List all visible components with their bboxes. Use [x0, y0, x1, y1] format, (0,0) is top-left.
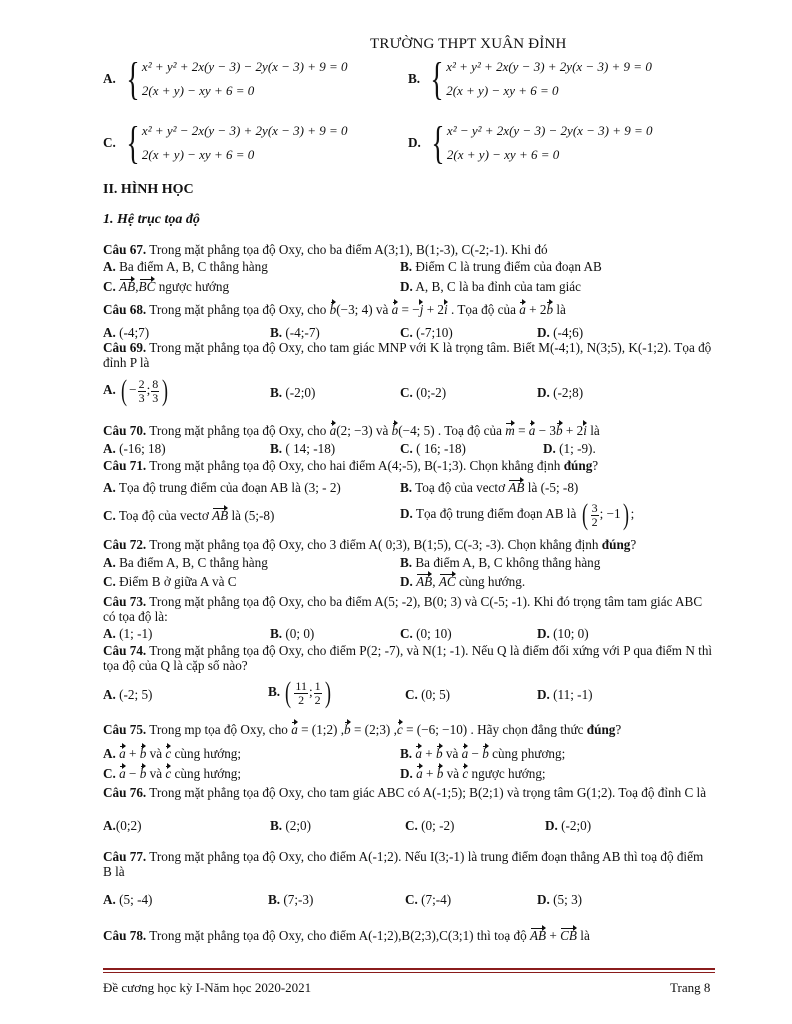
- answer-b: B. Toạ độ của vectơ AB là (-5; -8): [400, 480, 579, 495]
- school-name: TRƯỜNG THPT XUÂN ĐỈNH: [370, 36, 567, 52]
- equation: x² + y² − 2x(y − 3) + 2y(x − 3) + 9 = 0: [141, 123, 348, 138]
- question-74: Câu 74. Trong mặt phẳng tọa độ Oxy, cho điểm P(2; -7), và N(1; -1). Nếu Q là điểm đối xứng với P qua điểm N thì tọa độ của Q là cặp số nào?: [103, 643, 713, 673]
- answer-a: A. Ba điểm A, B, C thẳng hàng: [103, 555, 268, 570]
- answer-b: B. (7;-3): [268, 892, 314, 907]
- vector-bc: BC: [138, 279, 156, 294]
- question-69: Câu 69. Trong mặt phẳng tọa độ Oxy, cho tam giác MNP với K là trọng tâm. Biết M(-4;1), N(3;5), K(-1;2). Tọa độ đỉnh P là: [103, 340, 712, 370]
- option-label: C.: [103, 135, 116, 150]
- answer-d: D. (5; 3): [537, 892, 583, 907]
- question-number: Câu 77.: [103, 849, 147, 864]
- question-number: Câu 67.: [103, 242, 147, 257]
- answer-d: D. (10; 0): [537, 626, 589, 641]
- brace-icon: {: [430, 53, 444, 104]
- answer-b: B. (-4;-7): [270, 325, 320, 340]
- question-number: Câu 78.: [103, 928, 147, 943]
- brace-icon: {: [431, 117, 445, 168]
- answer-b: B. Điểm C là trung điểm của đoạn AB: [400, 259, 602, 274]
- option-d-system: [408, 119, 653, 167]
- footer-divider: [103, 972, 715, 973]
- question-78: Câu 78. Trong mặt phẳng tọa độ Oxy, cho điểm A(-1;2),B(2;3),C(3;1) thì toạ độ AB + CB là: [103, 928, 590, 943]
- question-number: Câu 68.: [103, 302, 147, 317]
- question-number: Câu 74.: [103, 643, 147, 658]
- answer-d: D. a + b và c ngược hướng;: [400, 766, 546, 781]
- answer-d: D. (-4;6): [537, 325, 584, 340]
- answer-a: A. a + b và c cùng hướng;: [103, 746, 242, 761]
- question-number: Câu 69.: [103, 340, 147, 355]
- question-number: Câu 71.: [103, 458, 147, 473]
- equation: 2(x + y) − xy + 6 = 0: [141, 83, 255, 98]
- answer-c: C. AB,BC ngược hướng: [103, 279, 230, 294]
- answer-d: D. (-2;0): [545, 818, 592, 833]
- question-70: Câu 70. Trong mặt phẳng tọa độ Oxy, cho a(2; −3) và b(−4; 5) . Toạ độ của m = a − 3b + 2i là: [103, 423, 600, 438]
- question-68: Câu 68. Trong mặt phẳng tọa độ Oxy, cho b(−3; 4) và a = −j + 2i . Tọa độ của a + 2b là: [103, 302, 566, 317]
- question-76: Câu 76. Trong mặt phẳng tọa độ Oxy, cho tam giác ABC có A(-1;5); B(2;1) và trọng tâm G(1;2). Toạ độ đỉnh C là: [103, 785, 707, 800]
- answer-c: C. Toạ độ của vectơ AB là (5;-8): [103, 508, 275, 523]
- question-number: Câu 73.: [103, 594, 147, 609]
- option-a-system: [103, 55, 348, 103]
- page-number: Trang 8: [670, 980, 711, 995]
- question-72: Câu 72. Trong mặt phẳng tọa độ Oxy, cho 3 điểm A( 0;3), B(1;5), C(-3; -3). Chọn khẳng định đúng?: [103, 537, 637, 552]
- brace-icon: {: [126, 117, 140, 168]
- answer-a: A. (-4;7): [103, 325, 150, 340]
- answer-a: A.(0;2): [103, 818, 142, 833]
- answer-a: A. (5; -4): [103, 892, 153, 907]
- option-label: D.: [408, 135, 421, 150]
- answer-d: D. A, B, C là ba đỉnh của tam giác: [400, 279, 581, 294]
- answer-a: A. ( − $\frac{2}{3}$ ; $\frac{8}{3}$ ): [103, 374, 169, 407]
- answer-d: D. (11; -1): [537, 687, 593, 702]
- equation: 2(x + y) − xy + 6 = 0: [446, 83, 559, 98]
- question-number: Câu 76.: [103, 785, 147, 800]
- answer-a: A. (1; -1): [103, 626, 153, 641]
- option-label: B.: [408, 71, 421, 86]
- equation: x² + y² + 2x(y − 3) + 2y(x − 3) + 9 = 0: [446, 59, 652, 74]
- option-c-system: [103, 119, 348, 167]
- answer-c: C. a − b và c cùng hướng;: [103, 766, 242, 781]
- answer-d: D. (-2;8): [537, 385, 584, 400]
- question-text: Trong mặt phẳng tọa độ Oxy, cho ba điểm A(3;1), B(1;-3), C(-2;-1). Khi đó: [146, 242, 548, 257]
- answer-a: A. (-2; 5): [103, 687, 153, 702]
- question-number: Câu 70.: [103, 423, 147, 438]
- answer-d: D. (1; -9).: [543, 441, 596, 456]
- answer-b: B. (0; 0): [270, 626, 315, 641]
- answer-a: A. Tọa độ trung điểm của đoạn AB là (3; - 2): [103, 480, 341, 495]
- option-label: A.: [103, 71, 116, 86]
- answer-c: C. (0; -2): [405, 818, 455, 833]
- answer-c: C. (-7;10): [400, 325, 453, 340]
- answer-c: C. (0; 10): [400, 626, 452, 641]
- answer-b: B. ( $\frac{11}{2}$ ; $\frac{1}{2}$ ): [268, 676, 331, 709]
- question-67: [103, 242, 715, 257]
- question-number: Câu 72.: [103, 537, 147, 552]
- answer-a: A. Ba điểm A, B, C thẳng hàng: [103, 259, 268, 274]
- question-77: Câu 77. Trong mặt phẳng tọa độ Oxy, cho điểm A(-1;2). Nếu I(3;-1) là trung điểm đoạn thẳng AB thì toạ độ điểm B là: [103, 849, 704, 879]
- footer-title: Đề cương học kỳ I-Năm học 2020-2021: [103, 980, 312, 995]
- footer-divider: [103, 968, 715, 970]
- answer-c: C. (0; 5): [405, 687, 451, 702]
- equation: x² − y² + 2x(y − 3) − 2y(x − 3) + 9 = 0: [446, 123, 653, 138]
- vector-ab: AB: [119, 279, 136, 294]
- vector-cb: CB: [560, 928, 577, 943]
- equation: x² + y² + 2x(y − 3) − 2y(x − 3) + 9 = 0: [141, 59, 348, 74]
- answer-b: B. ( 14; -18): [270, 441, 336, 456]
- question-73: Câu 73. Trong mặt phẳng tọa độ Oxy, cho ba điểm A(5; -2), B(0; 3) và C(-5; -1). Khi đó trọng tâm tam giác ABC có tọa độ là:: [103, 594, 703, 624]
- answer-c: C. ( 16; -18): [400, 441, 466, 456]
- question-number: Câu 75.: [103, 722, 147, 737]
- answer-b: B. (-2;0): [270, 385, 316, 400]
- answer-b: B. Ba điểm A, B, C không thẳng hàng: [400, 555, 601, 570]
- brace-icon: {: [126, 53, 140, 104]
- answer-c: C. Điểm B ở giữa A và C: [103, 574, 237, 589]
- answer-c: C. (7;-4): [405, 892, 452, 907]
- equation: 2(x + y) − xy + 6 = 0: [141, 147, 255, 162]
- answer-c: C. (0;-2): [400, 385, 447, 400]
- answer-a: A. (-16; 18): [103, 441, 166, 456]
- option-b-system: [408, 55, 652, 103]
- vector-ab: AB: [529, 928, 547, 943]
- question-75: Câu 75. Trong mp tọa độ Oxy, cho a = (1;2) ,b = (2;3) ,c = (−6; −10) . Hãy chọn đẳng thức đúng?: [103, 722, 622, 737]
- answer-b: B. a + b và a − b cùng phương;: [400, 746, 566, 761]
- question-71: Câu 71. Trong mặt phẳng tọa độ Oxy, cho hai điểm A(4;-5), B(-1;3). Chọn khẳng định đúng?: [103, 458, 599, 473]
- answer-d: D. AB, AC cùng hướng.: [400, 574, 526, 589]
- section-subtitle: 1. Hệ trục tọa độ: [103, 212, 200, 227]
- equation: 2(x + y) − xy + 6 = 0: [446, 147, 560, 162]
- answer-b: B. (2;0): [270, 818, 312, 833]
- answer-d: D. Tọa độ trung điểm đoạn AB là ( $\frac{3}{2}$ ; −1) ;: [400, 498, 635, 531]
- section-title: II. HÌNH HỌC: [103, 182, 194, 197]
